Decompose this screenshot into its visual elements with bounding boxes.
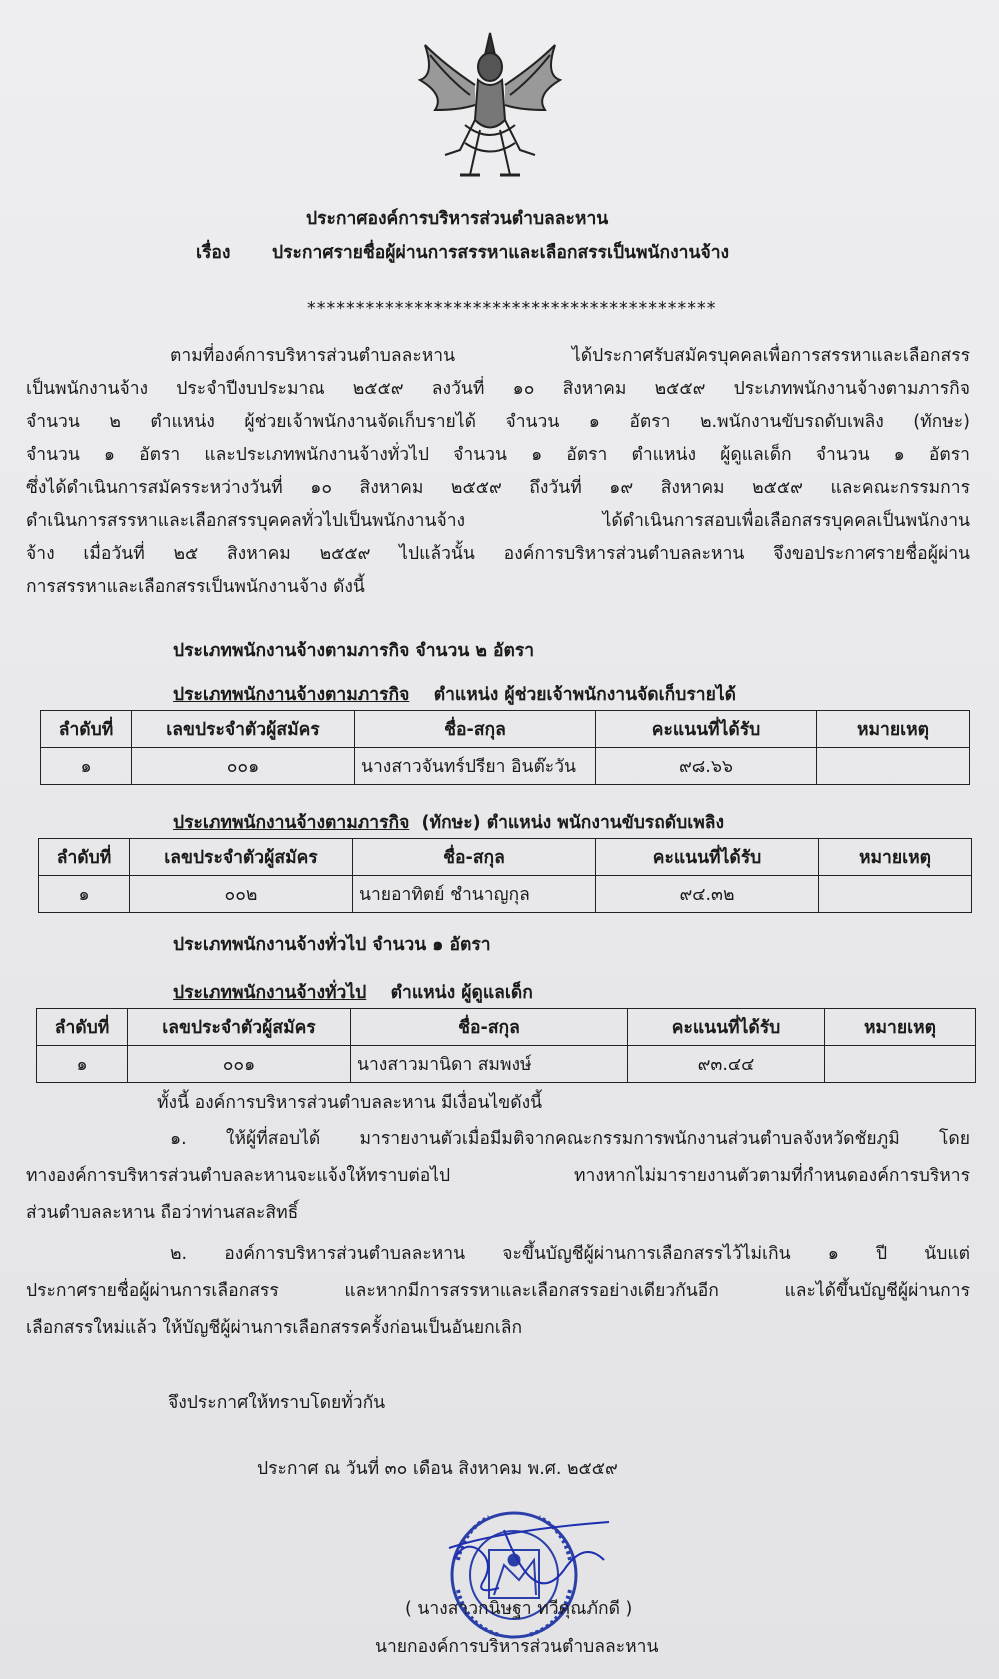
col-header-order: ลำดับที่ — [37, 1009, 128, 1046]
cell-applicant-id: ๐๐๑ — [128, 1046, 351, 1083]
cell-score: ๙๔.๓๒ — [596, 876, 819, 913]
condition1-line-1: ๑. ให้ผู้ที่สอบได้ มารายงานตัวเมื่อมีมติจากคณะกรรมการพนักงานส่วนตำบลจังหวัดชัยภูมิ โดย — [170, 1129, 970, 1149]
cell-remark — [825, 1046, 976, 1083]
table3-title — [173, 982, 533, 1004]
col-header-applicant-id: เลขประจำตัวผู้สมัคร — [130, 839, 353, 876]
col-header-score: คะแนนที่ได้รับ — [596, 711, 817, 748]
table2-category: ประเภทพนักงานจ้างตามภารกิจ — [173, 813, 410, 833]
table2 — [38, 838, 972, 913]
condition2-line-1: ๒. องค์การบริหารส่วนตำบลละหาน จะขึ้นบัญชีผู้ผ่านการเลือกสรรไว้ไม่เกิน ๑ ปี นับแต่ — [170, 1244, 970, 1264]
col-header-remark: หมายเหตุ — [817, 711, 970, 748]
table-row — [41, 748, 970, 785]
cell-score: ๙๘.๖๖ — [596, 748, 817, 785]
col-header-score: คะแนนที่ได้รับ — [596, 839, 819, 876]
subject-text: ประกาศรายชื่อผู้ผ่านการสรรหาและเลือกสรรเป็นพนักงานจ้าง — [272, 243, 730, 263]
condition2-line-3: เลือกสรรใหม่แล้ว ให้บัญชีผู้ผ่านการเลือกสรรครั้งก่อนเป็นอันยกเลิก — [26, 1318, 523, 1338]
table3 — [36, 1008, 976, 1083]
cell-order: ๑ — [37, 1046, 128, 1083]
cell-score: ๙๓.๔๔ — [628, 1046, 825, 1083]
intro-line-5: ซึ่งได้ดำเนินการสมัครระหว่างวันที่ ๑๐ สิงหาคม ๒๕๕๙ ถึงวันที่ ๑๙ สิงหาคม ๒๕๕๙ และคณะกรรมการ — [26, 478, 970, 498]
conditions-intro: ทั้งนี้ องค์การบริหารส่วนตำบลละหาน มีเงื่อนไขดังนี้ — [157, 1093, 543, 1113]
table1-title — [173, 684, 736, 706]
col-header-score: คะแนนที่ได้รับ — [628, 1009, 825, 1046]
table1-category: ประเภทพนักงานจ้างตามภารกิจ — [173, 685, 410, 705]
col-header-applicant-id: เลขประจำตัวผู้สมัคร — [128, 1009, 351, 1046]
cell-applicant-id: ๐๐๒ — [130, 876, 353, 913]
section2-heading: ประเภทพนักงานจ้างทั่วไป จำนวน ๑ อัตรา — [173, 935, 491, 955]
table2-header-row — [39, 839, 972, 876]
star-divider: ****************************************** — [307, 299, 717, 319]
cell-name: นางสาวจันทร์ปรียา อินต๊ะวัน — [355, 748, 596, 785]
intro-line-7: จ้าง เมื่อวันที่ ๒๕ สิงหาคม ๒๕๕๙ ไปแล้วนั้น องค์การบริหารส่วนตำบลละหาน จึงขอประกาศรายชื่อผู้ผ่าน — [26, 544, 970, 564]
intro-line-6: ดำเนินการสรรหาและเลือกสรรบุคคลทั่วไปเป็นพนักงานจ้าง ได้ดำเนินการสอบเพื่อเลือกสรรบุคคลเป็นพนักงาน — [26, 511, 970, 531]
col-header-name: ชื่อ-สกุล — [355, 711, 596, 748]
table-row — [39, 876, 972, 913]
intro-line-1: ตามที่องค์การบริหารส่วนตำบลละหาน ได้ประกาศรับสมัครบุคคลเพื่อการสรรหาและเลือกสรร — [170, 346, 970, 366]
table3-header-row — [37, 1009, 976, 1046]
subject-label: เรื่อง — [196, 243, 231, 263]
condition1-line-2: ทางองค์การบริหารส่วนตำบลละหานจะแจ้งให้ทราบต่อไป ทางหากไม่มารายงานตัวตามที่กำหนดองค์การบริหาร — [26, 1166, 970, 1186]
garuda-emblem — [405, 25, 575, 185]
table-row — [37, 1046, 976, 1083]
table1-position: ตำแหน่ง ผู้ช่วยเจ้าพนักงานจัดเก็บรายได้ — [433, 685, 736, 705]
table1-header-row — [41, 711, 970, 748]
col-header-remark: หมายเหตุ — [819, 839, 972, 876]
cell-name: นายอาทิตย์ ชำนาญกุล — [353, 876, 596, 913]
table2-position: (ทักษะ) ตำแหน่ง พนักงานขับรถดับเพลิง — [421, 813, 725, 833]
col-header-name: ชื่อ-สกุล — [351, 1009, 628, 1046]
col-header-order: ลำดับที่ — [41, 711, 132, 748]
org-title: ประกาศองค์การบริหารส่วนตำบลละหาน — [306, 209, 609, 229]
intro-line-8: การสรรหาและเลือกสรรเป็นพนักงานจ้าง ดังนี้ — [26, 577, 365, 597]
announce-date: ประกาศ ณ วันที่ ๓๐ เดือน สิงหาคม พ.ศ. ๒๕๕๙ — [257, 1459, 618, 1479]
col-header-order: ลำดับที่ — [39, 839, 130, 876]
table2-title — [173, 812, 724, 834]
section1-heading: ประเภทพนักงานจ้างตามภารกิจ จำนวน ๒ อัตรา — [173, 641, 535, 661]
cell-remark — [817, 748, 970, 785]
signer-name: ( นางสาวกนิษฐา ทวีคุณภักดี ) — [405, 1599, 633, 1619]
table3-category: ประเภทพนักงานจ้างทั่วไป — [173, 983, 367, 1003]
col-header-applicant-id: เลขประจำตัวผู้สมัคร — [132, 711, 355, 748]
table1 — [40, 710, 970, 785]
table3-position: ตำแหน่ง ผู้ดูแลเด็ก — [390, 983, 533, 1003]
col-header-remark: หมายเหตุ — [825, 1009, 976, 1046]
signer-title: นายกองค์การบริหารส่วนตำบลละหาน — [375, 1637, 659, 1657]
cell-applicant-id: ๐๐๑ — [132, 748, 355, 785]
closing-statement: จึงประกาศให้ทราบโดยทั่วกัน — [168, 1393, 386, 1413]
col-header-name: ชื่อ-สกุล — [353, 839, 596, 876]
official-seal-stamp — [444, 1500, 614, 1650]
cell-order: ๑ — [41, 748, 132, 785]
condition1-line-3: ส่วนตำบลละหาน ถือว่าท่านสละสิทธิ์ — [26, 1203, 299, 1223]
cell-remark — [819, 876, 972, 913]
cell-name: นางสาวมานิดา สมพงษ์ — [351, 1046, 628, 1083]
intro-line-4: จำนวน ๑ อัตรา และประเภทพนักงานจ้างทั่วไป จำนวน ๑ อัตรา ตำแหน่ง ผู้ดูแลเด็ก จำนวน ๑ อัตรา — [26, 445, 970, 465]
intro-line-3: จำนวน ๒ ตำแหน่ง ผู้ช่วยเจ้าพนักงานจัดเก็บรายได้ จำนวน ๑ อัตรา ๒.พนักงานขับรถดับเพลิง (ทักษะ) — [26, 412, 970, 432]
cell-order: ๑ — [39, 876, 130, 913]
intro-line-2: เป็นพนักงานจ้าง ประจำปีงบประมาณ ๒๕๕๙ ลงวันที่ ๑๐ สิงหาคม ๒๕๕๙ ประเภทพนักงานจ้างตามภารกิจ — [26, 379, 970, 399]
condition2-line-2: ประกาศรายชื่อผู้ผ่านการเลือกสรร และหากมีการสรรหาและเลือกสรรอย่างเดียวกันอีก และได้ขึ้นบัญชีผู้ผ่านการ — [26, 1281, 970, 1301]
